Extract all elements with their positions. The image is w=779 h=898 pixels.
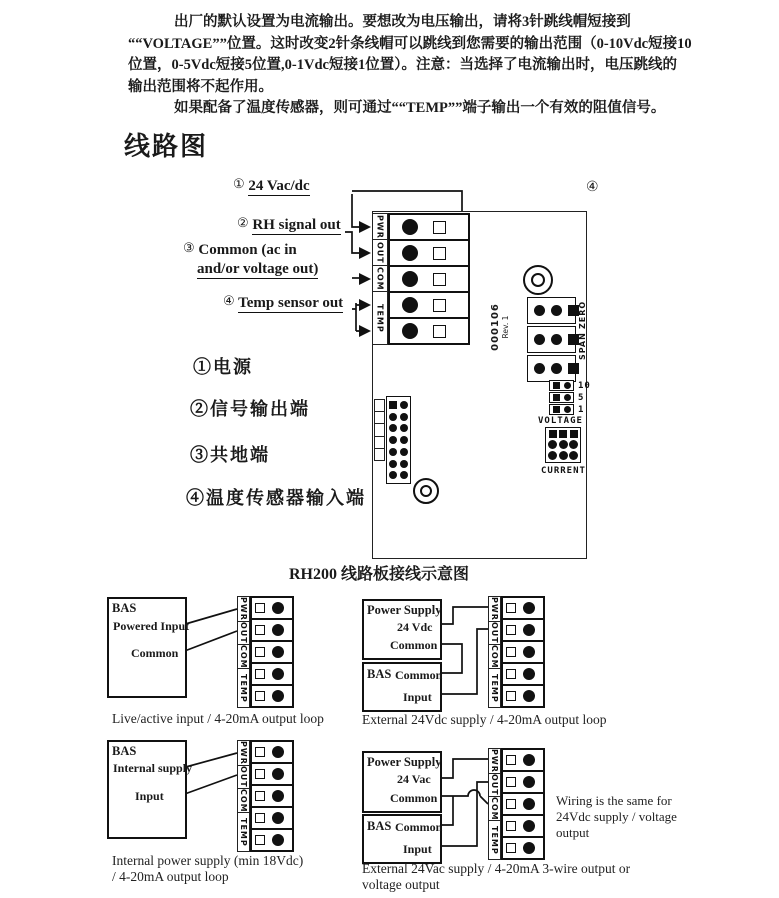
section-heading: 线路图 bbox=[124, 132, 209, 161]
terminal-label-pwr: PWR bbox=[490, 749, 499, 773]
legend-signal-output: ②信号输出端 bbox=[190, 399, 310, 419]
terminal-label-com: COM bbox=[239, 788, 248, 813]
diagram-caption-line2: / 4-20mA output loop bbox=[112, 869, 229, 884]
terminal-label-strip bbox=[372, 213, 388, 345]
bas-box-24vac bbox=[362, 814, 442, 864]
zero-jumper-label: ZERO bbox=[578, 300, 587, 329]
terminal-label-pwr: PWR bbox=[239, 597, 248, 621]
callout-number: ② bbox=[237, 215, 249, 230]
legend-power: ①电源 bbox=[193, 357, 253, 377]
terminal-label-out: OUT bbox=[239, 765, 248, 788]
jumper-row bbox=[546, 440, 580, 449]
terminal-label-pwr: PWR bbox=[490, 597, 499, 621]
power-supply-box-24vdc bbox=[362, 599, 442, 660]
mounting-hole-inner bbox=[420, 485, 432, 497]
terminal-label-temp: TEMP bbox=[239, 817, 248, 847]
terminal-label-strip bbox=[237, 596, 250, 708]
terminal-block bbox=[250, 596, 294, 708]
terminal-row bbox=[503, 642, 543, 664]
diagram-caption: Internal power supply (min 18Vdc) bbox=[112, 853, 304, 868]
terminal-label-pwr: PWR bbox=[375, 214, 385, 239]
callout-text: RH signal out bbox=[252, 217, 341, 233]
wiring-note: Wiring is the same for bbox=[556, 793, 672, 808]
terminal-row bbox=[252, 642, 292, 664]
diagram-caption: External 24Vdc supply / 4-20mA output loop bbox=[362, 712, 607, 727]
legend-common-ground: ③共地端 bbox=[190, 445, 270, 465]
diagram-caption-line2: voltage output bbox=[362, 877, 440, 892]
terminal-row bbox=[503, 750, 543, 772]
box-label: 24 Vdc bbox=[397, 620, 433, 634]
terminal-row bbox=[503, 772, 543, 794]
terminal-row bbox=[252, 786, 292, 808]
jumper-row bbox=[546, 451, 580, 460]
terminal-row bbox=[252, 742, 292, 764]
voltage-jumper-block bbox=[549, 380, 574, 415]
jumper-row bbox=[549, 392, 574, 403]
terminal-label-pwr: PWR bbox=[239, 741, 248, 765]
box-label: Common bbox=[390, 638, 438, 652]
terminal-row bbox=[390, 267, 468, 293]
callout-common bbox=[183, 240, 318, 278]
callout-rh-signal bbox=[237, 215, 341, 234]
terminal-label-com: COM bbox=[490, 796, 499, 821]
terminal-label-com: COM bbox=[239, 644, 248, 669]
callout-text: Temp sensor out bbox=[238, 295, 344, 311]
terminal-row bbox=[252, 686, 292, 706]
terminal-block bbox=[501, 596, 545, 708]
legend-temp-sensor-input: ④温度传感器输入端 bbox=[186, 488, 366, 508]
board-caption: RH200 线路板接线示意图 bbox=[289, 566, 470, 583]
terminal-row bbox=[390, 319, 468, 343]
terminal-label-out: OUT bbox=[239, 621, 248, 644]
callout-temp-sensor bbox=[223, 293, 343, 312]
board-part-number bbox=[490, 292, 520, 362]
intro-line: 出厂的默认设置为电流输出。要想改为电压输出，请将3针跳线帽短接到 bbox=[174, 14, 631, 30]
terminal-label-temp: TEMP bbox=[490, 825, 499, 855]
callout-number: ① bbox=[233, 176, 245, 191]
box-label: Input bbox=[403, 842, 432, 856]
jumper-row bbox=[527, 355, 576, 382]
bas-box-24vdc bbox=[362, 662, 442, 712]
intro-line: 输出范围将不起作用。 bbox=[128, 78, 273, 95]
zero-span-jumper-block bbox=[527, 297, 576, 382]
voltage-option-10: 10 bbox=[578, 381, 591, 391]
terminal-label-out: OUT bbox=[490, 773, 499, 796]
box-title: BAS bbox=[367, 667, 392, 681]
terminal-label-temp: TEMP bbox=[239, 673, 248, 703]
jumper-row bbox=[527, 326, 576, 353]
terminal-row bbox=[252, 808, 292, 830]
callout-power bbox=[233, 176, 310, 195]
jumper-row bbox=[546, 430, 580, 438]
callout-number: ④ bbox=[223, 293, 235, 308]
box-title: BAS bbox=[367, 819, 392, 833]
callout-number: ③ bbox=[183, 240, 195, 255]
terminal-row bbox=[252, 764, 292, 786]
jumper-row bbox=[527, 297, 576, 324]
callout-text: 24 Vac/dc bbox=[248, 178, 310, 194]
current-jumper-label: CURRENT bbox=[541, 466, 586, 476]
part-number: 000106 bbox=[490, 303, 501, 351]
terminal-row bbox=[252, 598, 292, 620]
box-label: Input bbox=[403, 690, 432, 704]
terminal-row bbox=[252, 664, 292, 686]
corner-marker: ④ bbox=[586, 180, 599, 195]
terminal-block bbox=[501, 748, 545, 860]
revision: Rev. 1 bbox=[501, 315, 510, 339]
terminal-label-strip bbox=[488, 748, 501, 860]
box-label: 24 Vac bbox=[397, 772, 431, 786]
terminal-label-com: COM bbox=[490, 644, 499, 669]
jumper-row bbox=[549, 380, 574, 391]
box-label: Common bbox=[395, 820, 443, 834]
intro-paragraph bbox=[128, 12, 692, 120]
pin-header-connector bbox=[386, 396, 411, 484]
voltage-jumper-label: VOLTAGE bbox=[538, 416, 583, 426]
bas-box-internal bbox=[107, 740, 193, 839]
terminal-block-main bbox=[388, 213, 470, 345]
box-title: BAS bbox=[112, 601, 137, 615]
box-label: Powered Input bbox=[113, 619, 190, 633]
jumper-row bbox=[549, 404, 574, 415]
box-label: Common bbox=[395, 668, 443, 682]
callout-text: Common (ac in bbox=[198, 242, 297, 258]
terminal-label-strip bbox=[488, 596, 501, 708]
terminal-label-temp: TEMP bbox=[375, 303, 385, 333]
current-jumper-block bbox=[545, 427, 581, 463]
wiring-note-line3: output bbox=[556, 825, 590, 840]
terminal-label-out: OUT bbox=[375, 241, 385, 264]
box-title: BAS bbox=[112, 744, 137, 758]
terminal-row bbox=[503, 686, 543, 706]
terminal-row bbox=[390, 293, 468, 319]
terminal-row bbox=[252, 830, 292, 850]
diagram-caption: Live/active input / 4-20mA output loop bbox=[112, 711, 324, 726]
box-title: Power Supply bbox=[367, 755, 442, 769]
span-jumper-label: SPAN bbox=[578, 332, 587, 360]
mounting-hole-inner bbox=[531, 273, 545, 287]
terminal-row bbox=[503, 664, 543, 686]
terminal-row bbox=[390, 241, 468, 267]
voltage-option-1: 1 bbox=[578, 405, 585, 415]
terminal-row bbox=[503, 598, 543, 620]
terminal-row bbox=[503, 838, 543, 858]
terminal-row bbox=[503, 620, 543, 642]
box-label: Common bbox=[131, 646, 179, 660]
power-supply-box-24vac bbox=[362, 751, 442, 813]
box-label: Common bbox=[390, 791, 438, 805]
intro-line: 如果配备了温度传感器，则可通过““TEMP””端子输出一个有效的阻值信号。 bbox=[174, 100, 666, 116]
voltage-option-5: 5 bbox=[578, 393, 585, 403]
box-label: Internal supply bbox=[113, 761, 193, 775]
intro-line: 位置，0-5Vdc短接5位置,0-1Vdc短接1位置）。注意：当选择了电流输出时，电压跳线的 bbox=[128, 57, 677, 73]
terminal-row bbox=[503, 794, 543, 816]
connector-side-strip bbox=[374, 399, 385, 461]
box-title: Power Supply bbox=[367, 603, 442, 617]
terminal-row bbox=[252, 620, 292, 642]
diagram-caption: External 24Vac supply / 4-20mA 3-wire output or bbox=[362, 861, 631, 876]
box-label: Input bbox=[135, 789, 164, 803]
terminal-row bbox=[503, 816, 543, 838]
terminal-label-temp: TEMP bbox=[490, 673, 499, 703]
terminal-row bbox=[390, 215, 468, 241]
terminal-label-com: COM bbox=[375, 266, 385, 291]
intro-line: ““VOLTAGE””位置。这时改变2针条线帽可以跳线到您需要的输出范围（0-10Vdc短接10 bbox=[128, 35, 692, 52]
terminal-label-strip bbox=[237, 740, 250, 852]
terminal-label-out: OUT bbox=[490, 621, 499, 644]
terminal-block bbox=[250, 740, 294, 852]
wiring-note-line2: 24Vdc supply / voltage bbox=[556, 809, 677, 824]
callout-text-line2: and/or voltage out) bbox=[197, 261, 319, 277]
bas-box-live-active bbox=[107, 597, 190, 698]
